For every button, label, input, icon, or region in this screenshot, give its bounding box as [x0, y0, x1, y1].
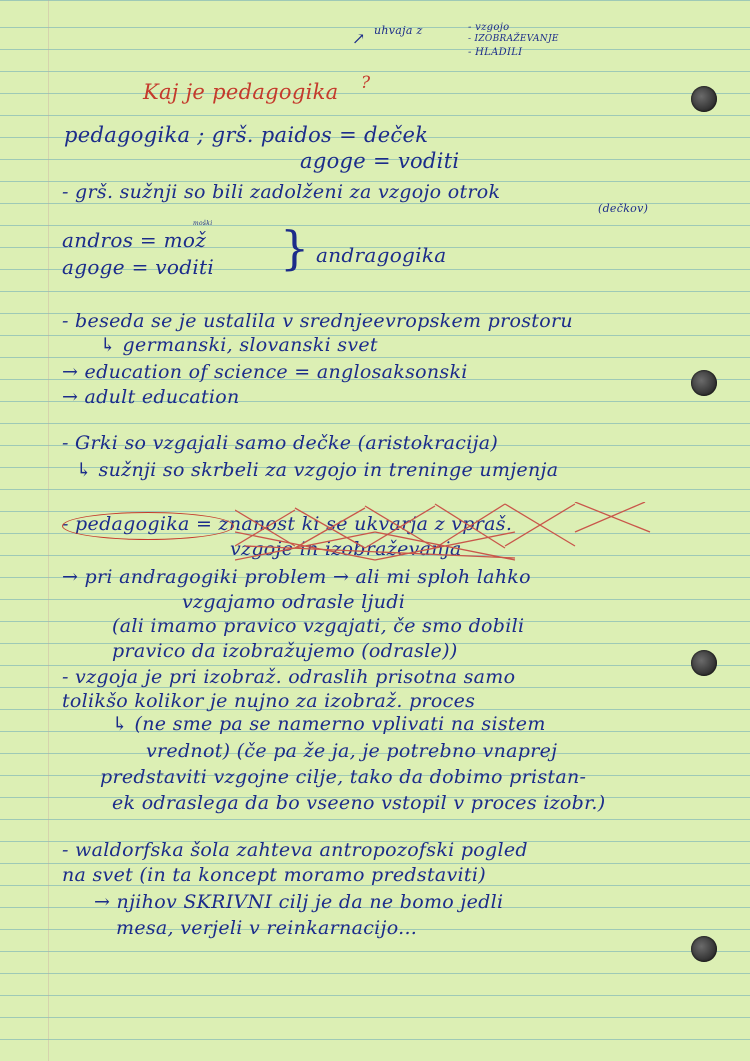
note-line: (dečkov): [598, 202, 649, 215]
binder-hole: [691, 86, 717, 112]
note-line: andros = mož: [62, 228, 207, 252]
note-line: mesa, verjeli v reinkarnacijo...: [116, 917, 418, 939]
note-line: - waldorfska šola zahteva antropozofski pogled: [62, 839, 528, 861]
note-line: ↳ (ne sme pa se namerno vplivati na sistem: [112, 713, 546, 735]
note-line: agoge = voditi: [300, 149, 460, 173]
note-line: - grš. sužnji so bili zadolženi za vzgojo otrok: [62, 181, 501, 203]
note-line: pedagogika ; grš. paidos = deček: [64, 123, 429, 147]
note-line: → adult education: [62, 386, 240, 408]
note-line: moški: [193, 220, 213, 227]
top-note-item: - HLADILI: [468, 47, 523, 58]
binder-hole: [691, 650, 717, 676]
note-line-crossed: vzgoje in izobraževanja: [230, 538, 462, 560]
margin-line: [48, 0, 49, 1061]
note-line: → pri andragogiki problem → ali mi sploh lahko: [62, 566, 531, 588]
note-line: vrednot) (če pa že ja, je potrebno vnaprej: [146, 740, 558, 762]
note-line: ↳ sužnji so skrbeli za vzgojo in treninge umjenja: [76, 459, 559, 481]
top-note-item: - vzgojo: [468, 22, 510, 33]
note-line: vzgajamo odrasle ljudi: [182, 591, 406, 613]
note-line-crossed: - pedagogika = znanost ki se ukvarja z vpraš.: [62, 513, 513, 535]
page-title: Kaj je pedagogika: [143, 80, 339, 104]
red-circle-mark: [62, 512, 234, 540]
note-line: andragogika: [316, 243, 447, 267]
note-line: - vzgoja je pri izobraž. odraslih prisotna samo: [62, 666, 516, 688]
binder-hole: [691, 370, 717, 396]
binder-hole: [691, 936, 717, 962]
note-line: na svet (in ta koncept moramo predstaviti): [62, 864, 486, 886]
top-note-arrow: ↗: [352, 29, 366, 48]
top-note-main: uhvaja z: [374, 24, 423, 37]
top-note-item: - IZOBRAŽEVANJE: [468, 34, 559, 44]
note-line: ek odraslega da bo vseeno vstopil v proces izobr.): [112, 792, 606, 814]
note-line: agoge = voditi: [62, 255, 215, 279]
title-question-mark: ?: [361, 73, 371, 93]
note-line: - Grki so vzgajali samo dečke (aristokracija): [62, 432, 499, 454]
curly-brace-icon: }: [280, 221, 310, 275]
note-line: - beseda se je ustalila v srednjeevropskem prostoru: [62, 310, 573, 332]
note-line: (ali imamo pravico vzgajati, če smo dobili: [112, 615, 525, 637]
note-line: tolikšo kolikor je nujno za izobraž. proces: [62, 690, 476, 712]
note-line: → education of science = anglosaksonski: [62, 361, 468, 383]
note-line: pravico da izobražujemo (odrasle)): [112, 640, 458, 662]
note-line: ↳ germanski, slovanski svet: [100, 334, 378, 356]
note-line: predstaviti vzgojne cilje, tako da dobimo pristan-: [100, 766, 587, 788]
note-line: → njihov SKRIVNI cilj je da ne bomo jedli: [94, 891, 504, 913]
